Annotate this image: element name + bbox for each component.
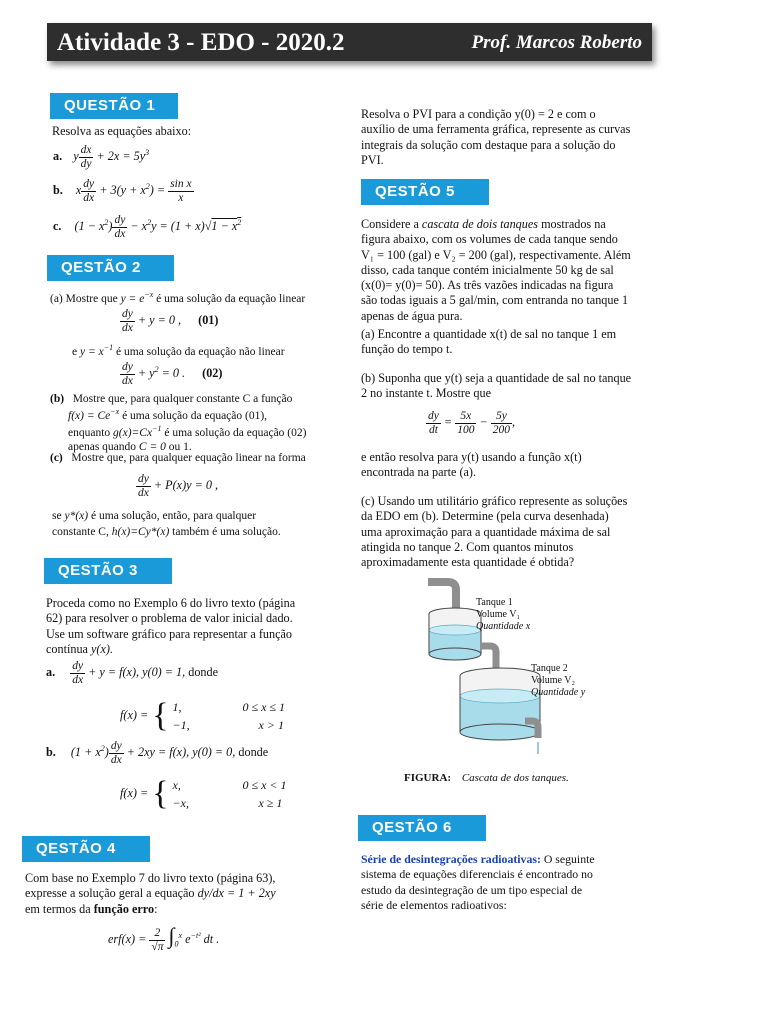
q4-erf-equation: erf(x) = $\frac{2}{√\pi}$ $\int_0^x$ $e^{-t^2}$ dt . [108,923,220,953]
q3-item-b: b. $(1 + x^2)$ $\frac{dy}{dx}$ + 2xy = f(x), y(0) = 0, donde [46,740,269,766]
q2-part-c: (c) Mostre que, para qualquer equação linear na forma [50,452,306,464]
q6-text: Série de desintegrações radioativas: O seguinte sistema de equações diferenciais é encontrado no estudo da desintegração de um tipo especial de série de elementos radioativos: [361,852,595,912]
q2-and-line: e $y = x^{-1}$ é uma solução da equação não linear [72,343,285,358]
q2-eq01: $\frac{dy}{dx}$ + y = 0 , (01) [122,308,219,334]
q3-intro: Proceda como no Exemplo 6 do livro texto (página 62) para resolver o problema de valor inicial dado. Use um software gráfico para representar a função contínua y(x). [46,596,296,656]
q5-intro: Considere a cascata de dois tanques mostrados na figura abaixo, com os volumes de cada tanque sendo V₁ = 100 (gal) e V₂ = 200 (gal), respectivamente. Além disso, cada tanque contém inicialmente 50 kg de sal (x(0)= y(0)= 50). As três vazões indicadas na figura são todas iguais a 5 gal/min, com entranda no tanque 1 apenas de água pura. [361,217,631,323]
q5-part-b-cont: e então resolva para y(t) usando a função x(t) encontrada na parte (a). [361,450,582,480]
connecting-pipe [480,646,496,670]
q1-heading: QUESTÃO 1 [50,93,178,119]
figure-caption: FIGURA: Cascata de dos tanques. [404,772,569,784]
q1-item-c: c. $(1 - x^2)$ $\frac{dy}{dx}$ − $x^2y = (1 + x)√1 - x^2$ [53,214,242,240]
q4-heading: QESTÃO 4 [22,836,150,862]
q3-item-a: a. $\frac{dy}{dx}$ + y = f(x), y(0) = 1, donde [46,660,219,686]
professor-name: Prof. Marcos Roberto [471,32,642,53]
q4-continuation: Resolva o PVI para a condição y(0) = 2 e com o auxílio de uma ferramenta gráfica, represente as curvas integrais da solução com destaque para a solução do PVI. [361,107,631,167]
tank2-label: Tanque 2 Volume V₂ Quantidade y [531,663,586,698]
q4-text: Com base no Exemplo 7 do livro texto (página 63), expresse a solução geral a equação dy/dx = 1 + 2xy em termos da função erro: [25,871,276,916]
q2-part-c-text: se y*(x) é uma solução, então, para qualquer constante C, h(x)=Cy*(x) também é uma solução. [52,510,281,539]
q2-linear-form: $\frac{dy}{dx}$ + P(x)y = 0 , [138,473,219,499]
inlet-pipe [428,582,456,612]
tank2-water-surface [460,689,540,703]
q1-item-b: b. x $\frac{dy}{dx}$ + $3(y + x^2)$ = $\frac{\text{sin x}}{x}$ [53,178,192,204]
q1-intro: Resolva as equações abaixo: [52,124,192,138]
q3-heading: QESTÃO 3 [44,558,172,584]
tank1-label: Tanque 1 Volume V₁ Quantidade x [476,597,531,632]
q5-part-b: (b) Suponha que y(t) seja a quantidade de sal no tanque 2 no instante t. Mostre que [361,371,632,401]
q5-part-c: (c) Usando um utilitário gráfico represente as soluções da EDO em (b). Determine (pela curva desenhada) uma aproximação para a quantidade máxima de sal atingida no tanque 2. Com quantos minutos aproximadamente esta quantidade é obtida? [361,494,628,569]
tank2-bottom [460,724,540,740]
q3-piecewise-b: f(x) = { x, 0 ≤ x < 1 −x, x ≥ 1 [120,775,287,812]
q6-heading: QESTÃO 6 [358,815,486,841]
page-title: Atividade 3 - EDO - 2020.2 [57,29,345,56]
q2-eq02: $\frac{dy}{dx}$ + $y^2 = 0$ . (02) [122,361,223,387]
q2-part-b: (b) Mostre que, para qualquer constante C a função $f(x) = Ce^{-x}$ é uma solução da equação (01), enquanto $g(x)=Cx^{-1}$ é uma solução da equação (02) apenas quando C = 0 ou 1. [50,393,307,454]
tank1-water-surface [429,625,481,635]
q2-part-a: (a) Mostre que $y = e^{-x}$ é uma solução da equação linear [50,290,306,305]
q2-heading: QESTÃO 2 [47,255,174,281]
tank1-bottom [429,648,481,660]
q5-equation: $\frac{dy}{dt}$ = $\frac{5x}{100}$ − $\frac{5y}{200}$ , [428,410,516,436]
q3-piecewise-a: f(x) = { 1, 0 ≤ x ≤ 1 −1, x > 1 [120,697,286,734]
page-header [47,23,652,61]
q5-part-a: (a) Encontre a quantidade x(t) de sal no tanque 1 em função do tempo t. [361,327,617,357]
q1-item-a: a. y $\frac{dx}{dy}$ + $2x = 5y^3$ [53,144,150,170]
q5-heading: QESTÃO 5 [361,179,489,205]
